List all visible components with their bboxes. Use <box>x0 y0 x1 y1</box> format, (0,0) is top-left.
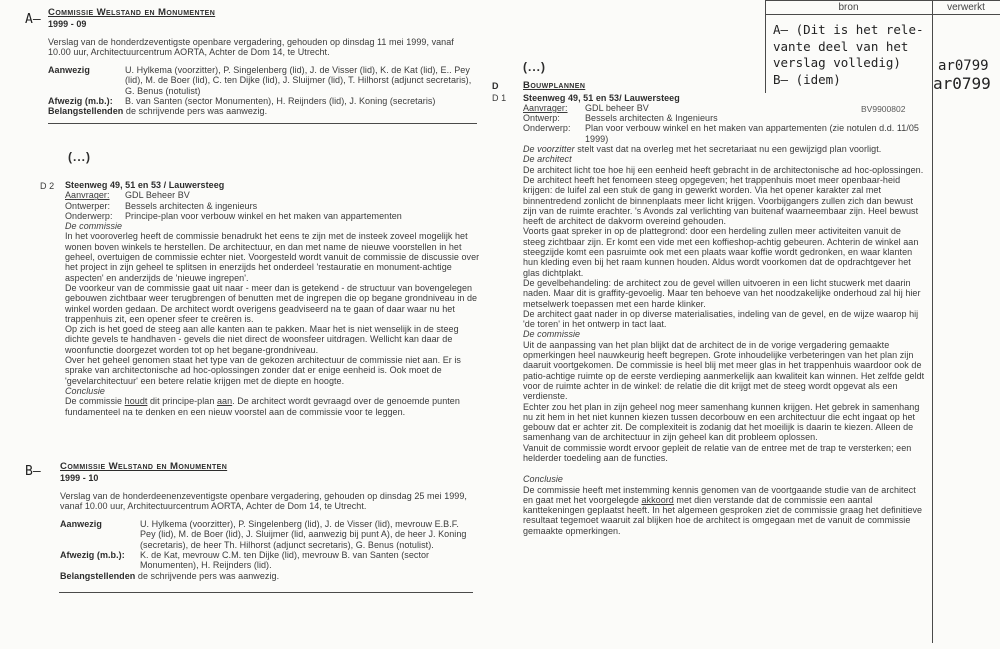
attendance-row <box>60 550 475 571</box>
onderwerp-label: Onderwerp: <box>523 123 571 134</box>
aanwezig-label: Aanwezig <box>60 519 102 530</box>
paragraph: De architect gaat nader in op diverse materialisaties, indeling van de gevel, en de wijze waarop hij 'de toren' in het ontwerp in tact laat. <box>523 308 919 330</box>
section-b <box>60 462 475 581</box>
belangstellenden-label: Belangstellenden <box>48 106 124 117</box>
commissie-heading: De commissie <box>523 329 581 340</box>
voorzitter-line <box>523 144 925 154</box>
aanvrager-label: Aanvrager: <box>65 190 110 201</box>
conclusie-text: dit principe-plan <box>147 396 217 407</box>
voorzitter-rest: stelt vast dat na overleg met het secretariaat nu een gewijzigd plan voorligt. <box>574 144 882 155</box>
table-top-border <box>765 0 1000 1</box>
verwerkt-column-header: verwerkt <box>947 2 985 13</box>
verwerkt-entry: ar0799 <box>933 74 991 93</box>
conclusie-underlined-word: aan <box>216 396 233 407</box>
aanwezig-value: U. Hylkema (voorzitter), P. Singelenberg (lid), J. de Visser (lid), K. de Kat (lid), E.. Pey (lid), M. de Boer (lid), C. ten Dijke (lid), J. Sluijmer (lid), T. Hilhorst (adjunct secretaris), G. Benus (notulist) <box>125 65 472 96</box>
aanvrager-label: Aanvrager: <box>523 102 568 113</box>
item-d2-marker: D 2 <box>40 181 55 191</box>
belangstellenden-value: de schrijvende pers was aanwezig. <box>125 106 268 117</box>
conclusie-underlined-word: akkoord <box>641 494 674 505</box>
section-a-org-heading: Commissie Welstand en Monumenten <box>48 7 216 18</box>
attendance-row <box>48 96 478 106</box>
aanwezig-label: Aanwezig <box>48 65 90 76</box>
paragraph: Uit de aanpassing van het plan blijkt dat de architect de in de vorige vergadering gemaakte opmerkingen heel nauwkeurig heeft begrepen. Grote inhoudelijke verbeteringen van het plan zijn daaruit voortgekomen. De commissie is heel blij met meer glas in het trappenhuis waardoor ook de patio-achtige ruimte op de eerste verdieping aanmerkelijk aan kwaliteit kan winnen. Het zelfde geldt voor de ruimte achter in de winkel: de relatie die dit krijgt met de steeg wordt opgevat als een verdienste. <box>523 339 925 402</box>
afwezig-label: Afwezig (m.b.): <box>48 96 113 107</box>
conclusie-heading: Conclusie <box>65 385 105 396</box>
conclusie-paragraph <box>65 396 480 417</box>
conclusie-text: De commissie heeft met instemming kennis genomen van de voortgaande studie van de architect en gaat met het voorgelegde <box>523 484 916 505</box>
section-d <box>492 62 933 536</box>
conclusie-heading: Conclusie <box>523 474 563 485</box>
verwerkt-entry: ar0799 <box>938 58 989 74</box>
conclusie-text: De commissie <box>65 396 125 407</box>
annotation-line: B— (idem) <box>773 71 841 87</box>
ontwerper-label: Ontwerper: <box>65 200 111 211</box>
afwezig-label: Afwezig (m.b.): <box>60 550 125 561</box>
attendance-row <box>48 106 478 116</box>
margin-mark-a: A— <box>25 12 41 27</box>
item-d2-title: Steenweg 49, 51 en 53 / Lauwersteeg <box>65 180 225 190</box>
paragraph: Echter zou het plan in zijn geheel nog meer samenhang kunnen krijgen. Het gebrek in samenhang nu zit hem in het niet kunnen kiezen tussen decorbouw en een architectuur die echt ingaat op het gebouw dat er achter zit. De complexiteit is zodanig dat het moeilijk is daarin te kiezen. Alleen de samenhang van de architectuur in zijn geheel kan dit probleem oplossen. <box>523 401 920 443</box>
section-a-rule <box>48 123 477 124</box>
bron-column-header: bron <box>838 2 859 13</box>
section-b-code: 1999 - 10 <box>60 473 99 484</box>
annotation-line: verslag volledig) <box>773 55 901 70</box>
ontwerp-value: Bessels architecten & Ingenieurs <box>585 113 718 124</box>
item-d1-marker: D 1 <box>492 92 507 103</box>
attendance-row <box>60 571 475 581</box>
annotation-line: vante deel van het <box>773 38 909 54</box>
conclusie-underlined-word: houdt <box>124 396 148 407</box>
aanwezig-value: U. Hylkema (voorzitter), P. Singelenberg (lid), J. de Visser (lid), mevrouw E.B.F. Pey (lid), M. de Boer (lid), J. Sluijmer (lid, aanwezig bij punt A), de heer J. Koning (secretaris), de heer Th. Hilhorst (adjunct secretaris), G. Benus (notulist). <box>140 519 467 550</box>
section-b-intro: Verslag van de honderdeenenzeventigste openbare vergadering, gehouden op dinsdag 25 mei 1999, vanaf 10.00 uur, Architectuurcentrum AORTA, Achter de Dom 14, te Utrecht. <box>60 490 467 511</box>
belangstellenden-label: Belangstellenden <box>60 570 136 581</box>
aanvrager-value: GDL Beheer BV <box>125 190 190 201</box>
conclusie-text: met dien verstande dat de commissie een aantal kanttekeningen geplaatst heeft. In het algemeen gesproken ziet de commissie graag het definitieve resultaat tegemoet waaruit zal blijken hoe de architect is omgegaan met de vanuit de commissie gemaakte opmerkingen. <box>523 494 923 536</box>
section-a <box>48 8 478 117</box>
section-b-org-heading: Commissie Welstand en Monumenten <box>60 461 228 472</box>
ellipsis-mark: (...) <box>68 150 91 164</box>
section-d-marker: D <box>492 81 499 92</box>
table-header-underline <box>765 14 1000 15</box>
annotation-line: A— (Dit is het rele- <box>773 22 924 37</box>
belangstellenden-value: de schrijvende pers was aanwezig. <box>137 570 280 581</box>
section-d-heading: Bouwplannen <box>523 80 586 92</box>
paragraph: De voorkeur van de commissie gaat uit naar - meer dan is getekend - de structuur van bovengelegen gebouwen zichtbaar weer terugbrengen of benutten met de ingrepen die op begane grondniveau in de winkel worden gedaan. De architect wordt overigens geadviseerd na te gaan of daar waar nu het trappenhuis zit, een opener sfeer te creëren is. <box>65 282 478 324</box>
item-d1-title: Steenweg 49, 51 en 53/ Lauwersteeg <box>523 92 680 103</box>
section-a-intro: Verslag van de honderdzeventigste openbare vergadering, gehouden op dinsdag 11 mei 1999, vanaf 10.00 uur, Architectuurcentrum AORTA, Achter de Dom 14, te Utrecht. <box>48 36 454 57</box>
paragraph: Op zich is het goed de steeg aan alle kanten aan te pakken. Maar het is niet wenselijk in de steeg dichte gevels te handhaven - gevels die niet direct de woonsfeer uitdragen. Wellicht kan daar de woonfunctie doorgezet worden tot op het begane-grondniveau. <box>65 324 459 355</box>
ontwerp-label: Ontwerp: <box>523 113 560 124</box>
voorzitter-lead: De voorzitter <box>523 144 575 155</box>
paragraph: Over het geheel genomen staat het type van de gekozen architectuur de commissie niet aan. Er is sprake van architectonische ad hoc-oplossingen zonder dat er enige eenheid is. Ook moet de 'gevelarchitectuur' een betere relatie krijgen met de diepte en hoogte. <box>65 355 461 386</box>
architect-heading: De architect <box>523 154 572 165</box>
section-a-code: 1999 - 09 <box>48 19 87 30</box>
ontwerper-value: Bessels architecten & ingenieurs <box>125 200 258 211</box>
ellipsis-mark: (...) <box>523 60 546 74</box>
paragraph: Voorts gaat spreker in op de plattegrond: door een herdeling zullen meer activiteiten vanuit de steeg zichtbaar zijn. Er komt een vide met een koffieshop-achtig gebeuren. Achterin de winkel aan steegzijde komt een pasruimte ook met een plaats waar koffie wordt gedronken, en waar klanten hun kleding even bij het raam kunnen houden. Aldus wordt voorkomen dat de opdrachtgever het glas dichtplakt. <box>523 226 919 278</box>
attendance-row <box>48 65 478 96</box>
onderwerp-label: Onderwerp: <box>65 210 113 221</box>
paragraph: De architect licht toe hoe hij een eenheid heeft gebracht in de architectonische ad hoc-oplossingen. De architect heeft het fenomeen steeg opgegeven; het trappenhuis moet meer openbaar-heid krijgen: de luifel zal een stuk de gang in gewerkt worden. Via het opener karakter zal met binnentredend zonlicht de binnenplaats meer licht krijgen. Voorbijgangers zullen zich dan bewust zijn van de ruimte erachter. 's Avonds zal verlichting van buitenaf waarneembaar zijn. Heel bewust heeft de architect de dakvorm overeind gehouden. <box>523 164 924 227</box>
afwezig-value: B. van Santen (sector Monumenten), H. Reijnders (lid), J. Koning (secretaris) <box>125 96 436 107</box>
conclusie-paragraph <box>523 485 925 536</box>
attendance-row <box>60 519 475 550</box>
afwezig-value: K. de Kat, mevrouw C.M. ten Dijke (lid), mevrouw B. van Santen (sector Monumenten), H. Reijnders (lid). <box>140 550 430 571</box>
paragraph: In het vooroverleg heeft de commissie benadrukt het eens te zijn met de insteek zoveel mogelijk het wonen boven winkels te herstellen. De architectuur, en dan met name de nieuwe voorstellen in het geheel, overtuigen de commissie echter niet. Voorgesteld wordt vanuit de commissie de discussie over het project in zijn geheel te splitsen in enerzijds het onderdeel 'restauratie en monument-achtige aspecten' en anderzijds de 'nieuwe ingrepen'. <box>65 231 480 283</box>
onderwerp-value: Principe-plan voor verbouw winkel en het maken van appartementen <box>125 210 402 221</box>
onderwerp-value: Plan voor verbouw winkel en het maken van appartementen (zie notulen d.d. 11/05 1999) <box>585 123 919 144</box>
agenda-item-d2 <box>40 180 480 417</box>
section-b-rule <box>59 592 473 593</box>
margin-mark-b: B— <box>25 464 41 479</box>
aanvrager-value: GDL beheer BV <box>585 102 649 113</box>
paragraph: De gevelbehandeling: de architect zou de gevel willen uitvoeren in een licht stucwerk met daarin naden. Maar dit is graffity-gevoelig. Maar ten behoeve van het noodzakelijke onderhoud zal hij hier metselwerk toepassen met een harde klinker. <box>523 277 921 309</box>
dossier-number: BV9900802 <box>861 104 906 114</box>
paragraph: Vanuit de commissie wordt ervoor gepleit de relatie van de entree met de trap te versterken; een helderder toedeling aan de functies. <box>523 442 912 463</box>
conclusie-text: . De architect wordt gevraagd over de genoemde punten fundamenteel na te denken en een nieuw voorstel aan de commissie voor te leggen. <box>65 396 460 417</box>
commissie-heading: De commissie <box>65 221 123 232</box>
